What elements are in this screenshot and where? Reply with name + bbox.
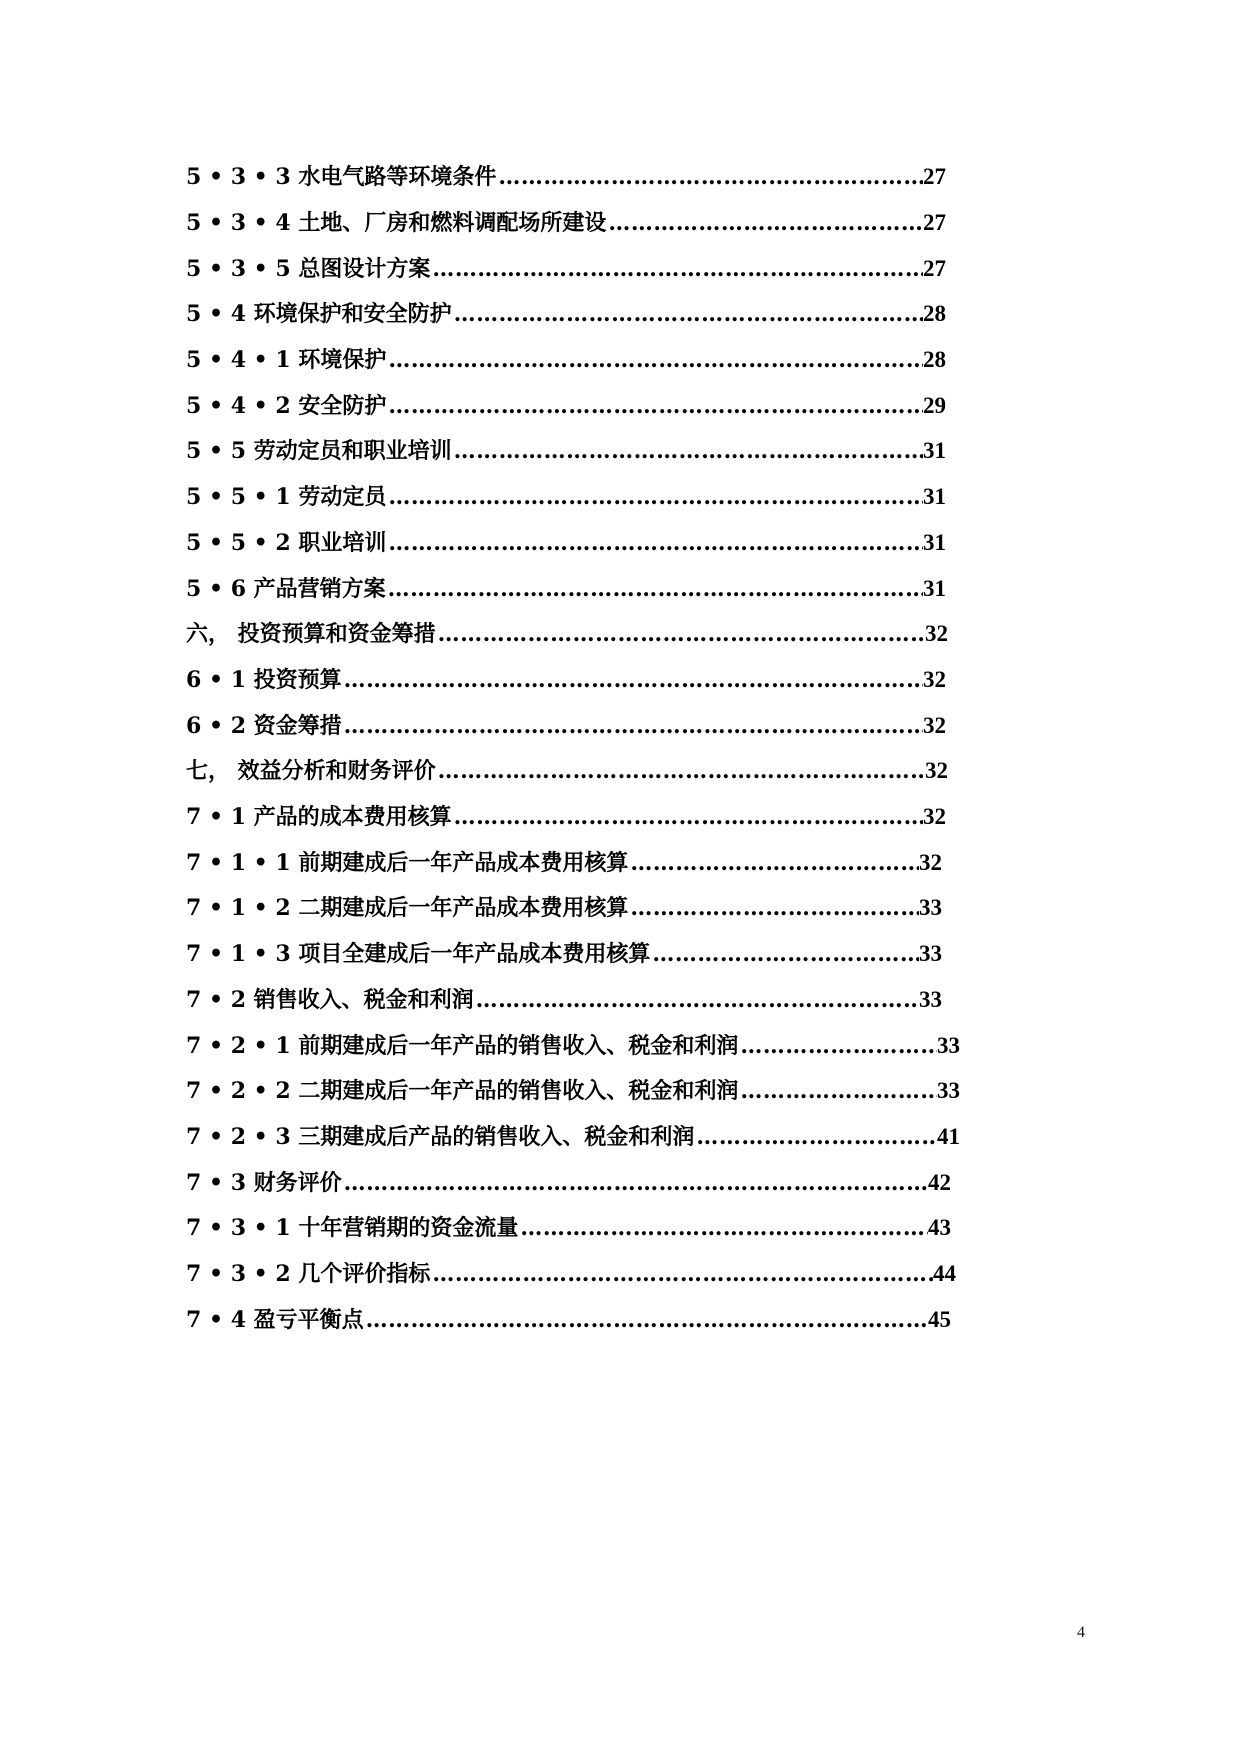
toc-entry-page: 31	[923, 484, 946, 509]
toc-entry-title: 7 • 1 • 1 前期建成后一年产品成本费用核算	[186, 850, 629, 876]
toc-leader-dots	[342, 1166, 928, 1200]
toc-entry[interactable]	[186, 389, 946, 423]
toc-entry-page: 45	[928, 1307, 951, 1332]
toc-leader-dots	[694, 1120, 937, 1154]
toc-entry-page: 27	[923, 164, 946, 189]
toc-entry-title: 5 • 6 产品营销方案	[186, 576, 386, 602]
toc-leader-dots	[738, 1074, 937, 1108]
toc-leader-dots	[474, 983, 919, 1017]
toc-leader-dots	[430, 1257, 933, 1291]
toc-entry-title: 7 • 1 产品的成本费用核算	[186, 804, 452, 830]
toc-entry-page: 32	[925, 758, 948, 783]
toc-entry-title: 7 • 3 • 2 几个评价指标	[186, 1261, 431, 1287]
toc-entry-title: 7 • 2 销售收入、税金和利润	[186, 987, 474, 1013]
toc-leader-dots	[342, 663, 923, 697]
toc-entry[interactable]	[186, 572, 946, 606]
toc-entry[interactable]	[186, 754, 948, 788]
toc-entry[interactable]	[186, 1029, 960, 1063]
toc-entry-page: 32	[925, 621, 948, 646]
toc-entry-page: 33	[937, 1078, 960, 1103]
toc-entry-page: 27	[923, 210, 946, 235]
toc-entry[interactable]	[186, 480, 946, 514]
toc-entry[interactable]	[186, 846, 942, 880]
toc-leader-dots	[452, 434, 923, 468]
toc-entry-title: 7 • 2 • 3 三期建成后产品的销售收入、税金和利润	[186, 1124, 695, 1150]
toc-entry[interactable]	[186, 1211, 951, 1245]
toc-entry-title: 6 • 1 投资预算	[186, 667, 342, 693]
toc-entry-title: 6 • 2 资金筹措	[186, 713, 342, 739]
toc-entry-page: 33	[937, 1033, 960, 1058]
toc-entry-title: 7 • 3 • 1 十年营销期的资金流量	[186, 1215, 519, 1241]
toc-entry-title: 六， 投资预算和资金筹措	[186, 621, 436, 647]
toc-entry-page: 29	[923, 393, 946, 418]
toc-entry-title: 5 • 5 • 1 劳动定员	[186, 484, 387, 510]
toc-entry[interactable]	[186, 343, 946, 377]
toc-entry-title: 5 • 3 • 5 总图设计方案	[186, 256, 431, 282]
toc-entry-page: 32	[923, 713, 946, 738]
toc-entry-page: 41	[937, 1124, 960, 1149]
toc-leader-dots	[606, 206, 923, 240]
toc-entry[interactable]	[186, 297, 946, 331]
toc-entry[interactable]	[186, 206, 946, 240]
toc-entry-page: 31	[923, 576, 946, 601]
toc-entry-title: 7 • 4 盈亏平衡点	[186, 1307, 364, 1333]
toc-entry[interactable]	[186, 160, 946, 194]
toc-entry-page: 32	[923, 667, 946, 692]
toc-entry[interactable]	[186, 1257, 956, 1291]
toc-leader-dots	[452, 297, 923, 331]
toc-entry[interactable]	[186, 663, 946, 697]
toc-entry-page: 42	[928, 1170, 951, 1195]
toc-entry-page: 32	[919, 850, 942, 875]
toc-leader-dots	[436, 617, 925, 651]
toc-entry-title: 7 • 2 • 2 二期建成后一年产品的销售收入、税金和利润	[186, 1078, 739, 1104]
toc-leader-dots	[650, 937, 919, 971]
toc-entry-title: 七， 效益分析和财务评价	[186, 758, 436, 784]
toc-leader-dots	[628, 891, 919, 925]
toc-entry-title: 5 • 3 • 3 水电气路等环境条件	[186, 164, 497, 190]
toc-entry[interactable]	[186, 1074, 960, 1108]
toc-entry-title: 7 • 3 财务评价	[186, 1170, 342, 1196]
toc-leader-dots	[518, 1211, 928, 1245]
toc-entry-title: 5 • 4 • 1 环境保护	[186, 347, 387, 373]
toc-entry-page: 33	[919, 987, 942, 1012]
toc-leader-dots	[364, 1303, 928, 1337]
toc-entry[interactable]	[186, 526, 946, 560]
toc-leader-dots	[342, 709, 923, 743]
toc-entry[interactable]	[186, 434, 946, 468]
toc-entry[interactable]	[186, 891, 942, 925]
toc-entry[interactable]	[186, 937, 942, 971]
page-number: 4	[1077, 1624, 1085, 1641]
toc-entry-page: 32	[923, 804, 946, 829]
toc-entry-title: 7 • 2 • 1 前期建成后一年产品的销售收入、税金和利润	[186, 1033, 739, 1059]
toc-entry-title: 5 • 3 • 4 土地、厂房和燃料调配场所建设	[186, 210, 607, 236]
toc-entry-title: 5 • 4 • 2 安全防护	[186, 393, 387, 419]
toc-entry-page: 28	[923, 347, 946, 372]
toc-leader-dots	[386, 343, 923, 377]
toc-entry[interactable]	[186, 617, 948, 651]
toc-leader-dots	[386, 526, 923, 560]
toc-entry-title: 7 • 1 • 2 二期建成后一年产品成本费用核算	[186, 895, 629, 921]
toc-leader-dots	[386, 480, 923, 514]
toc-entry-title: 5 • 4 环境保护和安全防护	[186, 301, 452, 327]
toc-entry[interactable]	[186, 800, 946, 834]
toc-entry[interactable]	[186, 1120, 960, 1154]
toc-entry[interactable]	[186, 252, 946, 286]
toc-leader-dots	[436, 754, 925, 788]
toc-leader-dots	[738, 1029, 937, 1063]
toc-leader-dots	[496, 160, 923, 194]
toc-leader-dots	[452, 800, 923, 834]
toc-entry-page: 43	[928, 1215, 951, 1240]
toc-entry-page: 44	[933, 1261, 956, 1286]
toc-entry-page: 31	[923, 530, 946, 555]
toc-leader-dots	[430, 252, 923, 286]
toc-entry-page: 28	[923, 301, 946, 326]
toc-entry[interactable]	[186, 1303, 951, 1337]
toc-leader-dots	[386, 572, 923, 606]
toc-entry-page: 31	[923, 438, 946, 463]
toc-entry-title: 7 • 1 • 3 项目全建成后一年产品成本费用核算	[186, 941, 651, 967]
toc-leader-dots	[386, 389, 923, 423]
toc-leader-dots	[628, 846, 919, 880]
toc-entry[interactable]	[186, 1166, 951, 1200]
toc-entry-page: 27	[923, 256, 946, 281]
toc-entry[interactable]	[186, 983, 942, 1017]
toc-entry-title: 5 • 5 • 2 职业培训	[186, 530, 387, 556]
toc-entry-page: 33	[919, 895, 942, 920]
toc-entry-page: 33	[919, 941, 942, 966]
toc-entry[interactable]	[186, 709, 946, 743]
toc-entry-title: 5 • 5 劳动定员和职业培训	[186, 438, 452, 464]
